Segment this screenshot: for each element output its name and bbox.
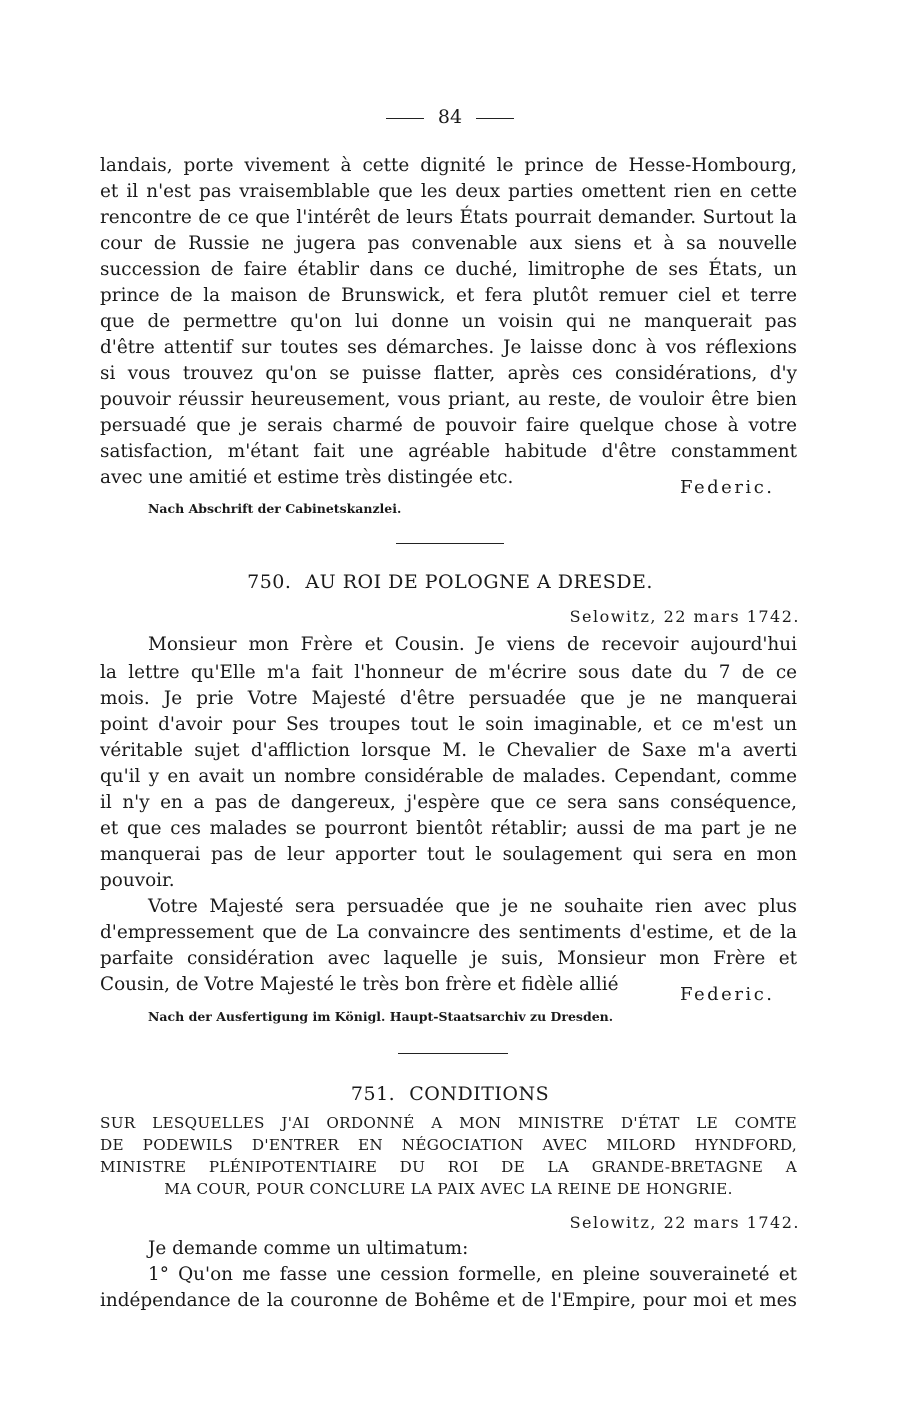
- letter-heading: [100, 571, 800, 593]
- letter-title: AU ROI DE POLOGNE A DRESDE.: [305, 571, 653, 593]
- text-line: véritable sujet d'affliction lorsque M. le Chevalier de Saxe m'a averti: [100, 740, 797, 761]
- text-line: indépendance de la couronne de Bohême et de l'Empire, pour moi et mes: [100, 1290, 797, 1311]
- section-divider: [398, 1053, 508, 1054]
- text-line: et que ces malades se pourront bientôt rétablir; aussi de ma part je ne: [100, 818, 797, 839]
- subtitle-line: MINISTRE PLÉNIPOTENTIAIRE DU ROI DE LA GRANDE-BRETAGNE A: [100, 1158, 797, 1176]
- text-line: et il n'est pas vraisemblable que les deux parties omettent rien en cette: [100, 181, 797, 202]
- text-line: avec une amitié et estime très distingée etc.: [100, 467, 514, 488]
- text-line: 1° Qu'on me fasse une cession formelle, en pleine souveraineté et: [148, 1264, 797, 1285]
- place-date: Selowitz, 22 mars 1742.: [569, 1213, 800, 1232]
- subtitle-line: MA COUR, POUR CONCLURE LA PAIX AVEC LA REINE DE HONGRIE.: [164, 1180, 733, 1198]
- text-line: point d'avoir pour Ses troupes tout le soin imaginable, et ce m'est un: [100, 714, 797, 735]
- text-line: landais, porte vivement à cette dignité le prince de Hesse-Hombourg,: [100, 155, 797, 176]
- page-number: 84: [100, 106, 800, 128]
- subtitle-line: SUR LESQUELLES J'AI ORDONNÉ A MON MINISTRE D'ÉTAT LE COMTE: [100, 1114, 797, 1132]
- text-line: persuadé que je serais charmé de pouvoir faire quelque chose à votre: [100, 415, 797, 436]
- text-line: prince de la maison de Brunswick, et fera plutôt remuer ciel et terre: [100, 285, 797, 306]
- text-line: Monsieur mon Frère et Cousin. Je viens de recevoir aujourd'hui: [148, 634, 797, 655]
- signature: Federic.: [680, 477, 775, 498]
- source-note: Nach Abschrift der Cabinetskanzlei.: [148, 501, 402, 516]
- subtitle-line: DE PODEWILS D'ENTRER EN NÉGOCIATION AVEC MILORD HYNDFORD,: [100, 1136, 797, 1154]
- text-line: il n'y en a pas de dangereux, j'espère que ce sera sans conséquence,: [100, 792, 797, 813]
- text-line: cour de Russie ne jugera pas convenable aux siens et à sa nouvelle: [100, 233, 797, 254]
- text-line: satisfaction, m'étant fait une agréable habitude d'être constamment: [100, 441, 797, 462]
- text-line: qu'il y en avait un nombre considérable de malades. Cependant, comme: [100, 766, 797, 787]
- text-line: Votre Majesté sera persuadée que je ne souhaite rien avec plus: [148, 896, 797, 917]
- dash-right: [476, 118, 514, 119]
- text-line: que de permettre qu'on lui donne un voisin qui ne manquerait pas: [100, 311, 797, 332]
- text-line: rencontre de ce que l'intérêt de leurs États pourrait demander. Surtout la: [100, 207, 797, 228]
- text-line: succession de faire établir dans ce duché, limitrophe de ses États, un: [100, 259, 797, 280]
- text-line: d'être attentif sur toutes ses démarches. Je laisse donc à vos réflexions: [100, 337, 797, 358]
- text-line: manquerai pas de leur apporter tout le soulagement qui sera en mon: [100, 844, 797, 865]
- text-line: d'empressement que de La convaincre des sentiments d'estime, et de la: [100, 922, 797, 943]
- text-line: pouvoir.: [100, 870, 175, 891]
- text-line: si vous trouvez qu'on se puisse flatter, après ces considérations, d'y: [100, 363, 797, 384]
- text-line: parfaite considération avec laquelle je suis, Monsieur mon Frère et: [100, 948, 797, 969]
- text-line: mois. Je prie Votre Majesté d'être persuadée que je ne manquerai: [100, 688, 797, 709]
- dash-left: [386, 118, 424, 119]
- text-line: Je demande comme un ultimatum:: [148, 1238, 469, 1259]
- text-line: pouvoir réussir heureusement, vous priant, au reste, de vouloir être bien: [100, 389, 797, 410]
- source-note: Nach der Ausfertigung im Königl. Haupt-Staatsarchiv zu Dresden.: [148, 1009, 614, 1024]
- text-line: Cousin, de Votre Majesté le très bon frère et fidèle allié: [100, 974, 619, 995]
- letter-title: CONDITIONS: [409, 1083, 550, 1105]
- letter-number: 750.: [247, 571, 292, 593]
- letter-number: 751.: [350, 1083, 396, 1105]
- signature: Federic.: [680, 984, 775, 1005]
- section-divider: [396, 543, 504, 544]
- text-line: la lettre qu'Elle m'a fait l'honneur de m'écrire sous date du 7 de ce: [100, 662, 797, 683]
- place-date: Selowitz, 22 mars 1742.: [569, 607, 800, 626]
- letter-heading: [100, 1083, 800, 1105]
